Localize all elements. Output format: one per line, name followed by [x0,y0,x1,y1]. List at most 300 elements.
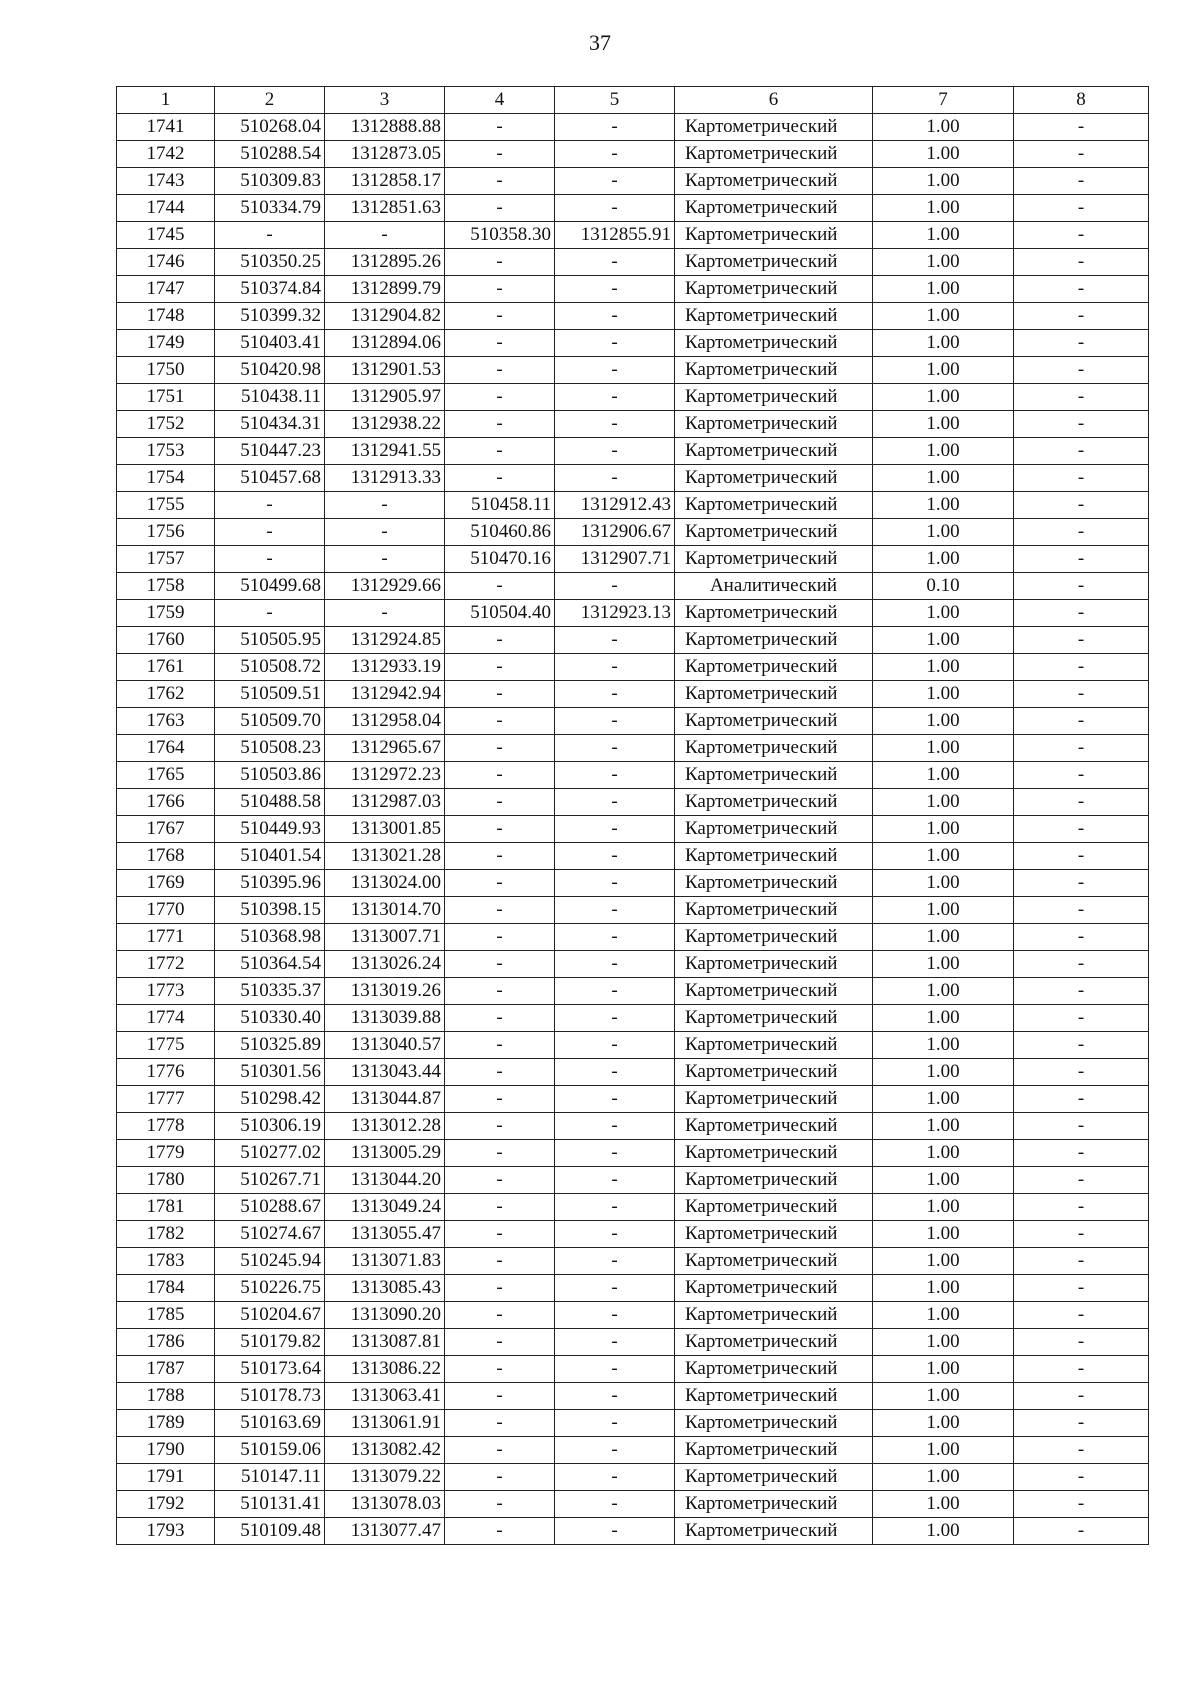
accuracy-cell: 1.00 [873,141,1014,168]
method-cell: Картометрический [675,411,873,438]
point-number-cell: 1789 [117,1410,215,1437]
x-coordinate-cell: 510374.84 [215,276,325,303]
accuracy-cell: 1.00 [873,870,1014,897]
point-number-cell: 1743 [117,168,215,195]
column-header: 4 [445,87,555,114]
method-cell: Картометрический [675,1005,873,1032]
accuracy-cell: 1.00 [873,1518,1014,1545]
x-coordinate-cell: - [215,600,325,627]
y-coordinate-alt-cell: - [555,1167,675,1194]
table-row [117,1194,1149,1221]
y-coordinate-cell: 1312929.66 [325,573,445,600]
x-coordinate-alt-cell: - [445,816,555,843]
y-coordinate-alt-cell: - [555,1491,675,1518]
method-cell: Картометрический [675,1086,873,1113]
y-coordinate-cell: 1313014.70 [325,897,445,924]
method-cell: Картометрический [675,1356,873,1383]
point-number-cell: 1764 [117,735,215,762]
table-row [117,438,1149,465]
x-coordinate-alt-cell: - [445,843,555,870]
accuracy-cell: 1.00 [873,978,1014,1005]
x-coordinate-alt-cell: - [445,978,555,1005]
y-coordinate-cell: 1312858.17 [325,168,445,195]
method-cell: Картометрический [675,600,873,627]
x-coordinate-cell: 510364.54 [215,951,325,978]
table-row [117,627,1149,654]
x-coordinate-cell: 510508.72 [215,654,325,681]
note-cell: - [1014,1221,1149,1248]
x-coordinate-alt-cell: - [445,762,555,789]
y-coordinate-alt-cell: - [555,1221,675,1248]
note-cell: - [1014,546,1149,573]
y-coordinate-alt-cell: - [555,141,675,168]
method-cell: Картометрический [675,303,873,330]
point-number-cell: 1791 [117,1464,215,1491]
note-cell: - [1014,1329,1149,1356]
accuracy-cell: 1.00 [873,492,1014,519]
x-coordinate-cell: 510399.32 [215,303,325,330]
method-cell: Картометрический [675,735,873,762]
accuracy-cell: 1.00 [873,600,1014,627]
y-coordinate-cell: 1313090.20 [325,1302,445,1329]
point-number-cell: 1749 [117,330,215,357]
x-coordinate-alt-cell: - [445,330,555,357]
y-coordinate-cell: 1312895.26 [325,249,445,276]
table-row [117,924,1149,951]
accuracy-cell: 1.00 [873,789,1014,816]
note-cell: - [1014,1464,1149,1491]
table-header-row [117,87,1149,114]
y-coordinate-alt-cell: - [555,924,675,951]
accuracy-cell: 1.00 [873,1383,1014,1410]
x-coordinate-cell: - [215,492,325,519]
y-coordinate-alt-cell: - [555,1302,675,1329]
y-coordinate-alt-cell: - [555,168,675,195]
y-coordinate-cell: 1313049.24 [325,1194,445,1221]
y-coordinate-alt-cell: - [555,1005,675,1032]
method-cell: Картометрический [675,1410,873,1437]
y-coordinate-alt-cell: - [555,1356,675,1383]
method-cell: Картометрический [675,357,873,384]
y-coordinate-cell: 1313044.87 [325,1086,445,1113]
method-cell: Картометрический [675,789,873,816]
y-coordinate-alt-cell: - [555,1086,675,1113]
point-number-cell: 1746 [117,249,215,276]
y-coordinate-alt-cell: - [555,1059,675,1086]
x-coordinate-cell: 510434.31 [215,411,325,438]
x-coordinate-cell: 510179.82 [215,1329,325,1356]
point-number-cell: 1760 [117,627,215,654]
accuracy-cell: 1.00 [873,1410,1014,1437]
method-cell: Картометрический [675,276,873,303]
accuracy-cell: 1.00 [873,1491,1014,1518]
table-row [117,276,1149,303]
y-coordinate-cell: - [325,600,445,627]
table-row [117,816,1149,843]
point-number-cell: 1757 [117,546,215,573]
y-coordinate-cell: 1313021.28 [325,843,445,870]
x-coordinate-alt-cell: - [445,357,555,384]
x-coordinate-cell: 510226.75 [215,1275,325,1302]
note-cell: - [1014,222,1149,249]
table-row [117,1437,1149,1464]
accuracy-cell: 1.00 [873,843,1014,870]
x-coordinate-alt-cell: - [445,735,555,762]
x-coordinate-alt-cell: - [445,1167,555,1194]
note-cell: - [1014,1410,1149,1437]
table-row [117,762,1149,789]
note-cell: - [1014,1356,1149,1383]
note-cell: - [1014,708,1149,735]
method-cell: Картометрический [675,1194,873,1221]
accuracy-cell: 1.00 [873,330,1014,357]
y-coordinate-cell: 1313043.44 [325,1059,445,1086]
accuracy-cell: 1.00 [873,897,1014,924]
note-cell: - [1014,1140,1149,1167]
table-row [117,1167,1149,1194]
y-coordinate-alt-cell: - [555,1464,675,1491]
point-number-cell: 1744 [117,195,215,222]
note-cell: - [1014,357,1149,384]
x-coordinate-alt-cell: - [445,1383,555,1410]
note-cell: - [1014,249,1149,276]
x-coordinate-alt-cell: - [445,168,555,195]
note-cell: - [1014,1302,1149,1329]
table-row [117,1032,1149,1059]
accuracy-cell: 1.00 [873,1086,1014,1113]
x-coordinate-alt-cell: - [445,1248,555,1275]
note-cell: - [1014,114,1149,141]
x-coordinate-alt-cell: - [445,1356,555,1383]
note-cell: - [1014,951,1149,978]
note-cell: - [1014,1437,1149,1464]
table-row [117,1221,1149,1248]
method-cell: Картометрический [675,708,873,735]
y-coordinate-cell: 1313071.83 [325,1248,445,1275]
accuracy-cell: 1.00 [873,1140,1014,1167]
x-coordinate-alt-cell: - [445,681,555,708]
x-coordinate-alt-cell: 510458.11 [445,492,555,519]
accuracy-cell: 1.00 [873,1032,1014,1059]
accuracy-cell: 1.00 [873,168,1014,195]
column-header: 2 [215,87,325,114]
y-coordinate-alt-cell: - [555,897,675,924]
point-number-cell: 1747 [117,276,215,303]
table-row [117,573,1149,600]
accuracy-cell: 1.00 [873,1356,1014,1383]
point-number-cell: 1778 [117,1113,215,1140]
y-coordinate-cell: 1312851.63 [325,195,445,222]
note-cell: - [1014,330,1149,357]
note-cell: - [1014,681,1149,708]
table-row [117,411,1149,438]
method-cell: Картометрический [675,1383,873,1410]
method-cell: Картометрический [675,1518,873,1545]
table-row [117,1113,1149,1140]
x-coordinate-cell: 510403.41 [215,330,325,357]
x-coordinate-cell: 510288.54 [215,141,325,168]
accuracy-cell: 1.00 [873,519,1014,546]
point-number-cell: 1742 [117,141,215,168]
x-coordinate-alt-cell: 510470.16 [445,546,555,573]
x-coordinate-alt-cell: - [445,708,555,735]
point-number-cell: 1792 [117,1491,215,1518]
accuracy-cell: 1.00 [873,1005,1014,1032]
x-coordinate-cell: 510147.11 [215,1464,325,1491]
point-number-cell: 1793 [117,1518,215,1545]
y-coordinate-alt-cell: - [555,357,675,384]
column-header: 8 [1014,87,1149,114]
y-coordinate-cell: 1313007.71 [325,924,445,951]
accuracy-cell: 1.00 [873,303,1014,330]
y-coordinate-alt-cell: 1312855.91 [555,222,675,249]
y-coordinate-cell: 1313012.28 [325,1113,445,1140]
x-coordinate-alt-cell: - [445,141,555,168]
method-cell: Картометрический [675,384,873,411]
table-row [117,600,1149,627]
note-cell: - [1014,870,1149,897]
method-cell: Картометрический [675,870,873,897]
y-coordinate-cell: 1312938.22 [325,411,445,438]
note-cell: - [1014,276,1149,303]
note-cell: - [1014,573,1149,600]
y-coordinate-alt-cell: - [555,465,675,492]
method-cell: Картометрический [675,141,873,168]
method-cell: Картометрический [675,1032,873,1059]
point-number-cell: 1787 [117,1356,215,1383]
method-cell: Картометрический [675,897,873,924]
table-row [117,303,1149,330]
table-row [117,870,1149,897]
table-row [117,1491,1149,1518]
point-number-cell: 1779 [117,1140,215,1167]
x-coordinate-cell: 510368.98 [215,924,325,951]
y-coordinate-alt-cell: - [555,978,675,1005]
y-coordinate-alt-cell: 1312907.71 [555,546,675,573]
note-cell: - [1014,1059,1149,1086]
table-body [117,87,1149,1545]
method-cell: Картометрический [675,438,873,465]
method-cell: Картометрический [675,1221,873,1248]
y-coordinate-cell: 1312941.55 [325,438,445,465]
point-number-cell: 1770 [117,897,215,924]
x-coordinate-cell: 510131.41 [215,1491,325,1518]
method-cell: Аналитический [675,573,873,600]
x-coordinate-cell: - [215,519,325,546]
y-coordinate-cell: 1312894.06 [325,330,445,357]
y-coordinate-cell: 1313085.43 [325,1275,445,1302]
table-row [117,492,1149,519]
note-cell: - [1014,1167,1149,1194]
method-cell: Картометрический [675,1329,873,1356]
x-coordinate-cell: 510449.93 [215,816,325,843]
method-cell: Картометрический [675,1059,873,1086]
table-row [117,1410,1149,1437]
column-header: 7 [873,87,1014,114]
note-cell: - [1014,1086,1149,1113]
accuracy-cell: 1.00 [873,546,1014,573]
y-coordinate-cell: 1313063.41 [325,1383,445,1410]
note-cell: - [1014,789,1149,816]
y-coordinate-alt-cell: - [555,330,675,357]
method-cell: Картометрический [675,1113,873,1140]
y-coordinate-cell: - [325,222,445,249]
point-number-cell: 1777 [117,1086,215,1113]
accuracy-cell: 1.00 [873,1464,1014,1491]
point-number-cell: 1776 [117,1059,215,1086]
table-row [117,1518,1149,1545]
point-number-cell: 1785 [117,1302,215,1329]
method-cell: Картометрический [675,1302,873,1329]
accuracy-cell: 1.00 [873,438,1014,465]
accuracy-cell: 1.00 [873,627,1014,654]
table-row [117,114,1149,141]
point-number-cell: 1751 [117,384,215,411]
x-coordinate-cell: 510488.58 [215,789,325,816]
y-coordinate-cell: 1313005.29 [325,1140,445,1167]
note-cell: - [1014,303,1149,330]
y-coordinate-cell: 1313055.47 [325,1221,445,1248]
column-header: 3 [325,87,445,114]
x-coordinate-alt-cell: - [445,654,555,681]
x-coordinate-alt-cell: - [445,1032,555,1059]
table-row [117,546,1149,573]
x-coordinate-alt-cell: - [445,1437,555,1464]
x-coordinate-alt-cell: - [445,195,555,222]
accuracy-cell: 1.00 [873,1302,1014,1329]
table-row [117,519,1149,546]
y-coordinate-alt-cell: - [555,735,675,762]
accuracy-cell: 1.00 [873,276,1014,303]
x-coordinate-alt-cell: - [445,411,555,438]
page-number: 37 [589,30,611,55]
table-row [117,1383,1149,1410]
y-coordinate-cell: - [325,546,445,573]
table-row [117,195,1149,222]
accuracy-cell: 1.00 [873,411,1014,438]
table-row [117,1248,1149,1275]
y-coordinate-alt-cell: - [555,1383,675,1410]
y-coordinate-alt-cell: - [555,1194,675,1221]
x-coordinate-cell: 510509.51 [215,681,325,708]
accuracy-cell: 1.00 [873,249,1014,276]
y-coordinate-alt-cell: 1312923.13 [555,600,675,627]
table-row [117,789,1149,816]
y-coordinate-cell: 1312913.33 [325,465,445,492]
note-cell: - [1014,1194,1149,1221]
method-cell: Картометрический [675,627,873,654]
point-number-cell: 1769 [117,870,215,897]
y-coordinate-cell: 1312965.67 [325,735,445,762]
point-number-cell: 1741 [117,114,215,141]
y-coordinate-alt-cell: - [555,870,675,897]
method-cell: Картометрический [675,681,873,708]
method-cell: Картометрический [675,762,873,789]
x-coordinate-alt-cell: - [445,114,555,141]
note-cell: - [1014,735,1149,762]
y-coordinate-alt-cell: - [555,438,675,465]
point-number-cell: 1762 [117,681,215,708]
x-coordinate-alt-cell: - [445,276,555,303]
method-cell: Картометрический [675,951,873,978]
x-coordinate-cell: 510109.48 [215,1518,325,1545]
x-coordinate-alt-cell: - [445,1329,555,1356]
y-coordinate-cell: - [325,492,445,519]
y-coordinate-cell: 1312933.19 [325,654,445,681]
table-row [117,222,1149,249]
y-coordinate-cell: 1312899.79 [325,276,445,303]
y-coordinate-alt-cell: - [555,1437,675,1464]
note-cell: - [1014,843,1149,870]
y-coordinate-alt-cell: - [555,951,675,978]
y-coordinate-alt-cell: - [555,654,675,681]
note-cell: - [1014,168,1149,195]
x-coordinate-cell: 510398.15 [215,897,325,924]
note-cell: - [1014,654,1149,681]
x-coordinate-cell: 510178.73 [215,1383,325,1410]
x-coordinate-cell: 510268.04 [215,114,325,141]
point-number-cell: 1772 [117,951,215,978]
y-coordinate-cell: 1313079.22 [325,1464,445,1491]
x-coordinate-cell: 510503.86 [215,762,325,789]
point-number-cell: 1754 [117,465,215,492]
y-coordinate-alt-cell: - [555,1113,675,1140]
y-coordinate-cell: 1313044.20 [325,1167,445,1194]
x-coordinate-cell: 510335.37 [215,978,325,1005]
y-coordinate-alt-cell: - [555,1140,675,1167]
method-cell: Картометрический [675,114,873,141]
point-number-cell: 1766 [117,789,215,816]
x-coordinate-cell: 510508.23 [215,735,325,762]
x-coordinate-cell: 510499.68 [215,573,325,600]
y-coordinate-cell: 1313039.88 [325,1005,445,1032]
y-coordinate-alt-cell: - [555,708,675,735]
y-coordinate-alt-cell: 1312906.67 [555,519,675,546]
method-cell: Картометрический [675,1491,873,1518]
y-coordinate-cell: 1312888.88 [325,114,445,141]
x-coordinate-alt-cell: - [445,1005,555,1032]
x-coordinate-alt-cell: - [445,1086,555,1113]
point-number-cell: 1759 [117,600,215,627]
x-coordinate-alt-cell: - [445,1059,555,1086]
x-coordinate-cell: 510298.42 [215,1086,325,1113]
x-coordinate-cell: 510204.67 [215,1302,325,1329]
x-coordinate-alt-cell: - [445,951,555,978]
note-cell: - [1014,195,1149,222]
method-cell: Картометрический [675,492,873,519]
x-coordinate-alt-cell: - [445,384,555,411]
accuracy-cell: 1.00 [873,1194,1014,1221]
point-number-cell: 1756 [117,519,215,546]
x-coordinate-alt-cell: - [445,870,555,897]
point-number-cell: 1773 [117,978,215,1005]
coordinates-table [116,86,1149,1545]
x-coordinate-cell: 510163.69 [215,1410,325,1437]
x-coordinate-alt-cell: - [445,438,555,465]
method-cell: Картометрический [675,978,873,1005]
x-coordinate-cell: 510350.25 [215,249,325,276]
x-coordinate-alt-cell: - [445,924,555,951]
y-coordinate-cell: 1313019.26 [325,978,445,1005]
note-cell: - [1014,600,1149,627]
note-cell: - [1014,1005,1149,1032]
accuracy-cell: 1.00 [873,1437,1014,1464]
x-coordinate-cell: 510325.89 [215,1032,325,1059]
method-cell: Картометрический [675,924,873,951]
method-cell: Картометрический [675,519,873,546]
y-coordinate-cell: 1313082.42 [325,1437,445,1464]
table-row [117,1086,1149,1113]
